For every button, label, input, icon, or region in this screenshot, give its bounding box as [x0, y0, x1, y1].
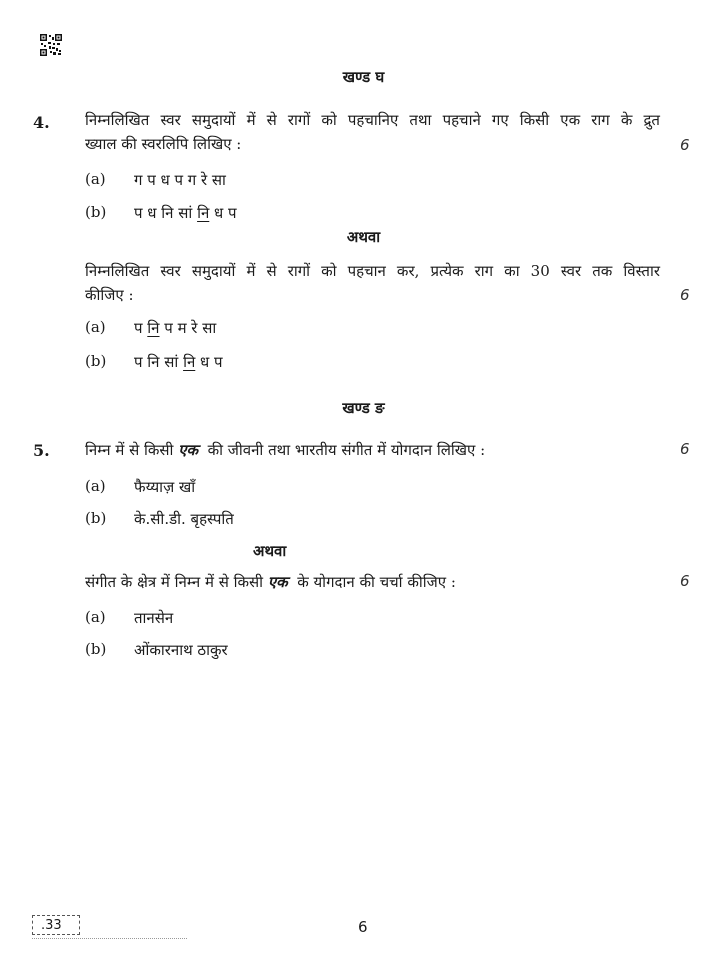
question-4-alt-text: [85, 259, 660, 307]
question-5-alt-text: [85, 570, 660, 594]
question-5-alt-marks: 6: [680, 572, 690, 590]
option-letter: (b): [85, 203, 107, 221]
option-5-alt-b: [85, 640, 485, 662]
question-4-marks: 6: [680, 136, 690, 154]
notes-pre: प ध नि सां: [134, 204, 198, 222]
code-divider: [32, 938, 187, 939]
option-text: के.सी.डी. बृहस्पति: [134, 510, 234, 528]
notes-pre: प नि सां: [134, 353, 184, 371]
or-label: अथवा: [346, 228, 381, 246]
qr-code-icon: [40, 34, 62, 56]
option-letter: (b): [85, 640, 107, 658]
option-text: तानसेन: [134, 609, 174, 627]
option-letter: (b): [85, 352, 107, 370]
option-4-alt-b: [85, 352, 485, 374]
option-4a: [85, 170, 485, 192]
option-letter: (a): [85, 318, 106, 336]
option-text: [134, 203, 237, 223]
question-4-alt-marks: 6: [680, 286, 690, 304]
option-letter: (b): [85, 509, 107, 527]
question-number-4: 4.: [33, 113, 50, 132]
question-4-line2: ख्याल की स्वरलिपि लिखिए :: [85, 135, 242, 153]
q5-alt-emphasis: एक: [267, 573, 288, 591]
option-5-alt-a: [85, 608, 485, 630]
notes-post: ध प: [195, 353, 223, 371]
q5-post: की जीवनी तथा भारतीय संगीत में योगदान लिखिए :: [198, 441, 486, 459]
q5-pre: निम्न में से किसी: [85, 441, 179, 459]
q5-alt-pre: संगीत के क्षेत्र में निम्न में से किसी: [85, 573, 268, 591]
notes-pre: प: [134, 319, 148, 337]
notes-post: प म रे सा: [159, 319, 217, 337]
option-letter: (a): [85, 170, 106, 188]
komal-note: नि: [147, 319, 160, 337]
option-letter: (a): [85, 608, 106, 626]
option-5b: [85, 509, 485, 531]
option-text: [134, 318, 216, 338]
question-number-5: 5.: [33, 441, 50, 460]
option-text: ओंकारनाथ ठाकुर: [134, 641, 228, 659]
question-4-alt-line2: कीजिए :: [85, 286, 134, 304]
notes-post: ध प: [209, 204, 237, 222]
question-5-text: [85, 438, 660, 462]
komal-note: नि: [197, 204, 210, 222]
option-letter: (a): [85, 477, 106, 495]
option-text: [134, 352, 223, 372]
q5-emphasis: एक: [178, 441, 199, 459]
question-5-marks: 6: [680, 440, 690, 458]
question-4-alt-line1: निम्नलिखित स्वर समुदायों में से रागों को पहचान कर, प्रत्येक राग का 30 स्वर तक विस्तार: [85, 262, 660, 280]
option-text: ग प ध प ग रे सा: [134, 171, 226, 189]
option-text: फैय्याज़ खाँ: [134, 478, 196, 496]
page-number: 6: [358, 918, 368, 936]
section-title-gha: खण्ड घ: [342, 68, 385, 86]
section-title-nga: खण्ड ङ: [342, 399, 385, 417]
paper-code-box: .33: [32, 915, 80, 935]
or-label: अथवा: [253, 542, 287, 560]
option-4b: [85, 203, 485, 225]
komal-note: नि: [183, 353, 196, 371]
option-5a: [85, 477, 485, 499]
question-4-line1: निम्नलिखित स्वर समुदायों में से रागों को पहचानिए तथा पहचाने गए किसी एक राग के द्रुत: [85, 111, 660, 129]
q5-alt-post: के योगदान की चर्चा कीजिए :: [287, 573, 456, 591]
option-4-alt-a: [85, 318, 485, 340]
question-4-text: [85, 108, 660, 156]
